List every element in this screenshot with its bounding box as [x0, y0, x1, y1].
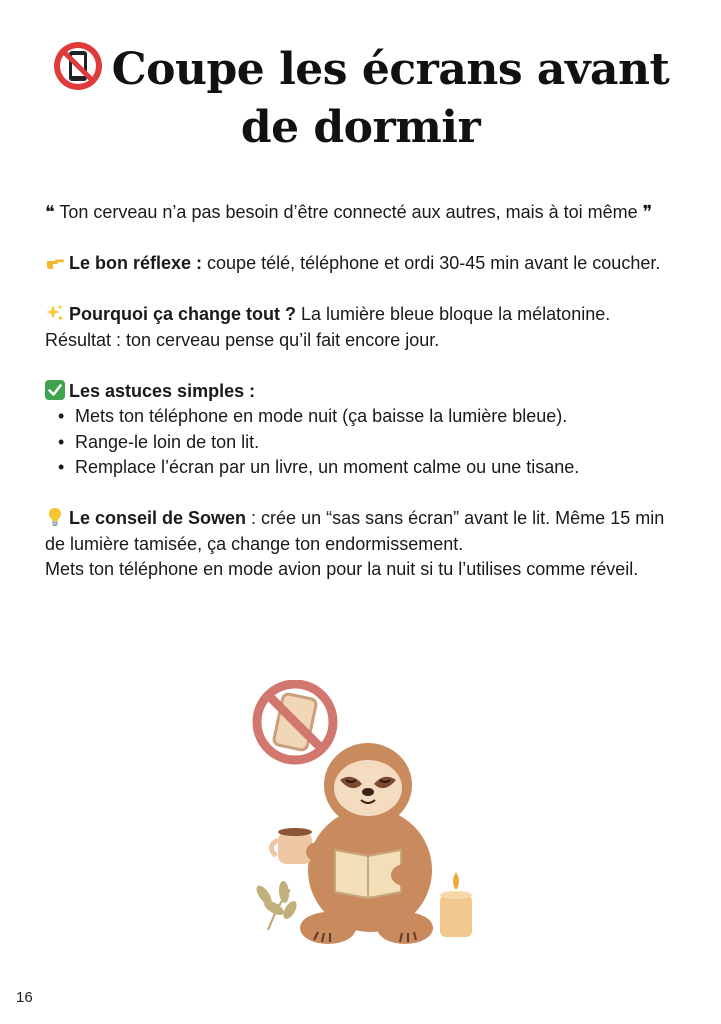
astuces-heading — [45, 379, 670, 405]
list-item: • Mets ton téléphone en mode nuit (ça baisse la lumière bleue). — [75, 404, 670, 430]
pointing-hand-icon — [45, 252, 65, 272]
reflexe-text: coupe télé, téléphone et ordi 30-45 min avant le coucher. — [202, 253, 661, 273]
list-item: • Remplace l’écran par un livre, un moment calme ou une tisane. — [75, 455, 670, 481]
conseil-text-2: Mets ton téléphone en mode avion pour la nuit si tu l’utilises comme réveil. — [45, 559, 639, 579]
sparkles-icon — [45, 303, 65, 323]
pourquoi-label: Pourquoi ça change tout ? — [69, 304, 297, 324]
reflexe-paragraph — [45, 251, 670, 277]
page-title — [40, 40, 681, 157]
quote: ❝ Ton cerveau n’a pas besoin d’être connecté aux autres, mais à toi même ❞ — [45, 202, 653, 222]
astuces-list — [45, 404, 670, 481]
check-mark-icon — [45, 380, 65, 400]
sloth-reading-illustration — [240, 680, 490, 950]
no-phone-sign-icon — [257, 684, 333, 760]
pourquoi-text: La lumière bleue bloque la mélatonine. Résultat : ton cerveau pense qu’il fait encore jour. — [45, 304, 611, 350]
astuces-section — [45, 379, 670, 481]
no-mobile-phones-icon — [52, 40, 104, 92]
light-bulb-icon — [45, 507, 65, 527]
page-title-text: Coupe les écrans avant de dormir — [111, 44, 670, 153]
conseil-label: Le conseil de Sowen — [69, 508, 247, 528]
page-content — [45, 200, 670, 608]
plant-icon — [254, 881, 300, 930]
conseil-paragraph — [45, 506, 670, 583]
page-number: 16 — [16, 989, 33, 1006]
pourquoi-paragraph — [45, 302, 670, 353]
astuces-label: Les astuces simples : — [69, 380, 256, 401]
candle-icon — [440, 872, 472, 937]
conseil-text: : crée un “sas sans écran” avant le lit. Même 15 min de lumière tamisée, ça change ton endormissement. — [45, 508, 665, 554]
reflexe-label: Le bon réflexe : — [69, 253, 203, 273]
list-item: • Range-le loin de ton lit. — [75, 430, 670, 456]
sloth — [271, 743, 433, 944]
